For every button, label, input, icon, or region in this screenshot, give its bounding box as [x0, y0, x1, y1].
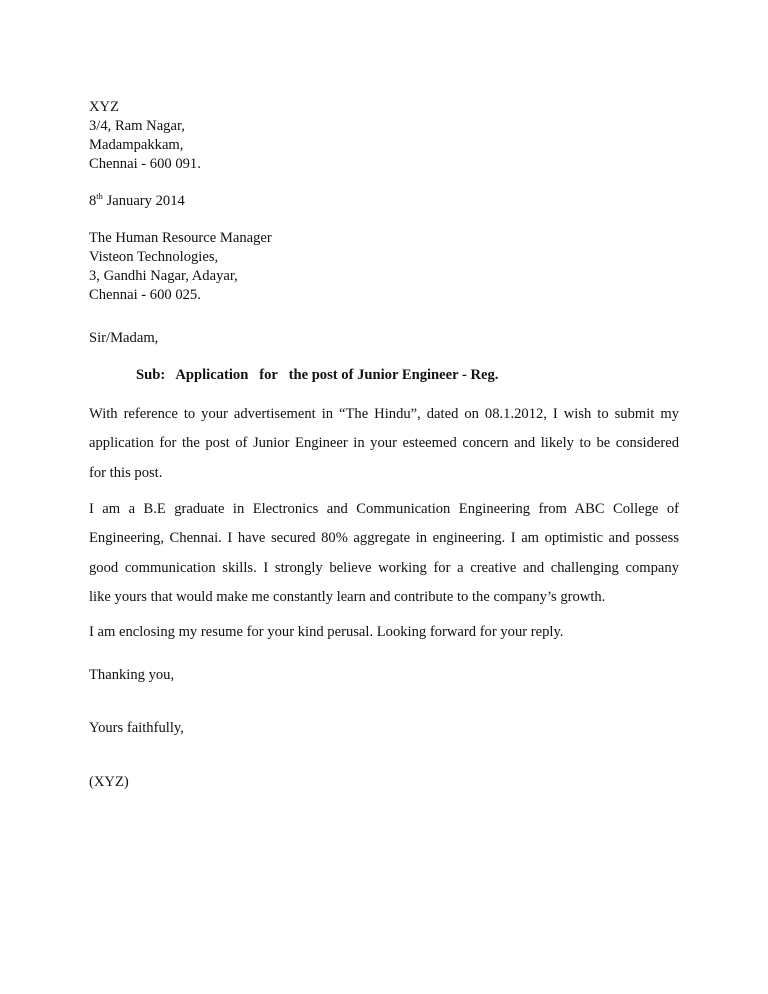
signature: (XYZ) [89, 774, 129, 790]
sender-address-line-2: Madampakkam, [89, 137, 184, 153]
recipient-title: The Human Resource Manager [89, 230, 272, 246]
paragraph-1-line-2: application for the post of Junior Engineer in your esteemed concern and likely to be considered [89, 435, 679, 452]
date-month-year: January 2014 [102, 193, 185, 209]
recipient-address-line-2: Chennai - 600 025. [89, 287, 201, 303]
salutation: Sir/Madam, [89, 330, 159, 346]
closing-thanks: Thanking you, [89, 667, 175, 683]
body-paragraph-3: I am enclosing my resume for your kind perusal. Looking forward for your reply. [89, 624, 564, 640]
body-paragraph-1 [89, 400, 679, 488]
paragraph-1-line-1: With reference to your advertisement in “The Hindu”, dated on 08.1.2012, I wish to submit my [89, 406, 679, 422]
recipient-company: Visteon Technologies, [89, 249, 219, 265]
recipient-address-line-1: 3, Gandhi Nagar, Adayar, [89, 268, 238, 284]
subject-line: Sub: Application for the post of Junior Engineer - Reg. [136, 367, 499, 383]
closing-sign-off: Yours faithfully, [89, 720, 184, 736]
sender-address-line-3: Chennai - 600 091. [89, 156, 201, 172]
sender-address-line-1: 3/4, Ram Nagar, [89, 118, 185, 134]
paragraph-2-line-3: good communication skills. I strongly believe working for a creative and challenging company [89, 559, 679, 576]
date-day: 8 [89, 193, 97, 209]
sender-name: XYZ [89, 99, 119, 115]
paragraph-2-line-1: I am a B.E graduate in Electronics and Communication Engineering from ABC College of [89, 501, 679, 517]
paragraph-1-line-3: for this post. [89, 464, 163, 481]
date-day-suffix: th [96, 191, 103, 201]
paragraph-2-line-4: like yours that would make me constantly learn and contribute to the company’s growth. [89, 588, 606, 605]
body-paragraph-2 [89, 495, 679, 612]
paragraph-2-line-2: Engineering, Chennai. I have secured 80% aggregate in engineering. I am optimistic and possess [89, 530, 679, 547]
letter-date [89, 192, 185, 211]
